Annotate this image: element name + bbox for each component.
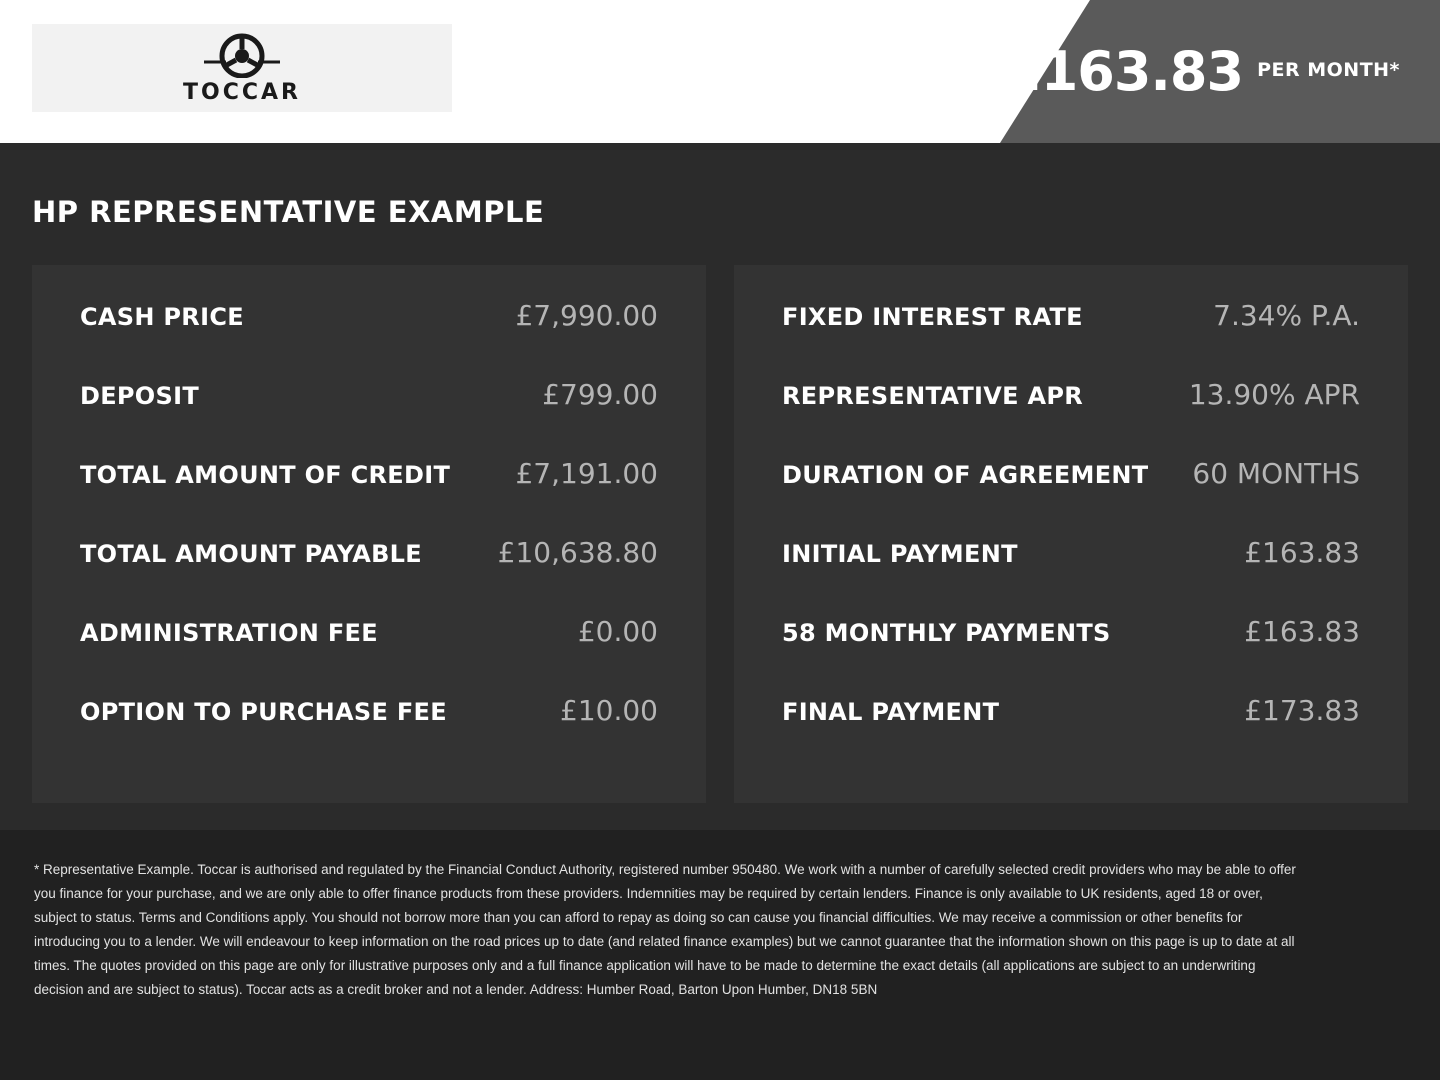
monthly-price xyxy=(1004,0,1400,143)
row-value: 60 MONTHS xyxy=(1192,457,1360,490)
row-label: ADMINISTRATION FEE xyxy=(80,619,378,647)
row-value: £163.83 xyxy=(1244,536,1360,569)
table-row xyxy=(80,299,658,378)
brand-logo-text: TOCCAR xyxy=(183,79,301,105)
row-value: £173.83 xyxy=(1244,694,1360,727)
row-value: £7,990.00 xyxy=(515,299,658,332)
row-label: OPTION TO PURCHASE FEE xyxy=(80,698,447,726)
row-label: REPRESENTATIVE APR xyxy=(782,382,1083,410)
row-value: 7.34% P.A. xyxy=(1213,299,1360,332)
main-content xyxy=(0,143,1440,830)
row-label: CASH PRICE xyxy=(80,303,244,331)
table-row xyxy=(80,694,658,773)
monthly-price-label: PER MONTH* xyxy=(1257,58,1400,81)
finance-panels xyxy=(32,265,1408,803)
table-row xyxy=(80,378,658,457)
table-row xyxy=(782,299,1360,378)
row-value: 13.90% APR xyxy=(1188,378,1360,411)
finance-panel-left xyxy=(32,265,706,803)
row-value: £163.83 xyxy=(1244,615,1360,648)
row-label: DEPOSIT xyxy=(80,382,199,410)
table-row xyxy=(782,378,1360,457)
table-row xyxy=(782,615,1360,694)
page-footer xyxy=(0,830,1440,1080)
row-label: TOTAL AMOUNT OF CREDIT xyxy=(80,461,451,489)
finance-panel-right xyxy=(734,265,1408,803)
brand-logo[interactable] xyxy=(32,24,452,112)
row-value: £7,191.00 xyxy=(515,457,658,490)
table-row xyxy=(782,536,1360,615)
row-label: 58 MONTHLY PAYMENTS xyxy=(782,619,1111,647)
row-label: DURATION OF AGREEMENT xyxy=(782,461,1149,489)
page-header xyxy=(0,0,1440,143)
page-title: HP REPRESENTATIVE EXAMPLE xyxy=(32,195,545,229)
row-label: TOTAL AMOUNT PAYABLE xyxy=(80,540,422,568)
disclaimer-text: * Representative Example. Toccar is authorised and regulated by the Financial Conduct Authority, registered number 950480. We work with a number of carefully selected credit providers who may be able to offer you finance for your purchase, and we are only able to offer finance products from these providers. Indemnities may be required by certain lenders. Finance is only available to UK residents, aged 18 or over, subject to status. Terms and Conditions apply. You should not borrow more than you can afford to repay as doing so can cause you financial difficulties. We may receive a commission or other benefits for introducing you to a lender. We will endeavour to keep information on the road prices up to date (and related finance examples) but we cannot guarantee that the information shown on this page is up to date at all times. The quotes provided on this page are only for illustrative purposes only and a full finance application will have to be made to determine the exact details (all applications are subject to an underwriting decision and are subject to status). Toccar acts as a credit broker and not a lender. Address: Humber Road, Barton Upon Humber, DN18 5BN xyxy=(34,862,1296,997)
monthly-price-amount: £163.83 xyxy=(1004,39,1244,103)
row-value: £10,638.80 xyxy=(497,536,658,569)
row-label: INITIAL PAYMENT xyxy=(782,540,1018,568)
steering-wheel-icon xyxy=(200,32,284,78)
row-label: FINAL PAYMENT xyxy=(782,698,1000,726)
row-value: £10.00 xyxy=(560,694,658,727)
row-label: FIXED INTEREST RATE xyxy=(782,303,1083,331)
row-value: £0.00 xyxy=(577,615,658,648)
row-value: £799.00 xyxy=(542,378,658,411)
table-row xyxy=(782,694,1360,773)
table-row xyxy=(80,615,658,694)
table-row xyxy=(80,536,658,615)
table-row xyxy=(80,457,658,536)
table-row xyxy=(782,457,1360,536)
